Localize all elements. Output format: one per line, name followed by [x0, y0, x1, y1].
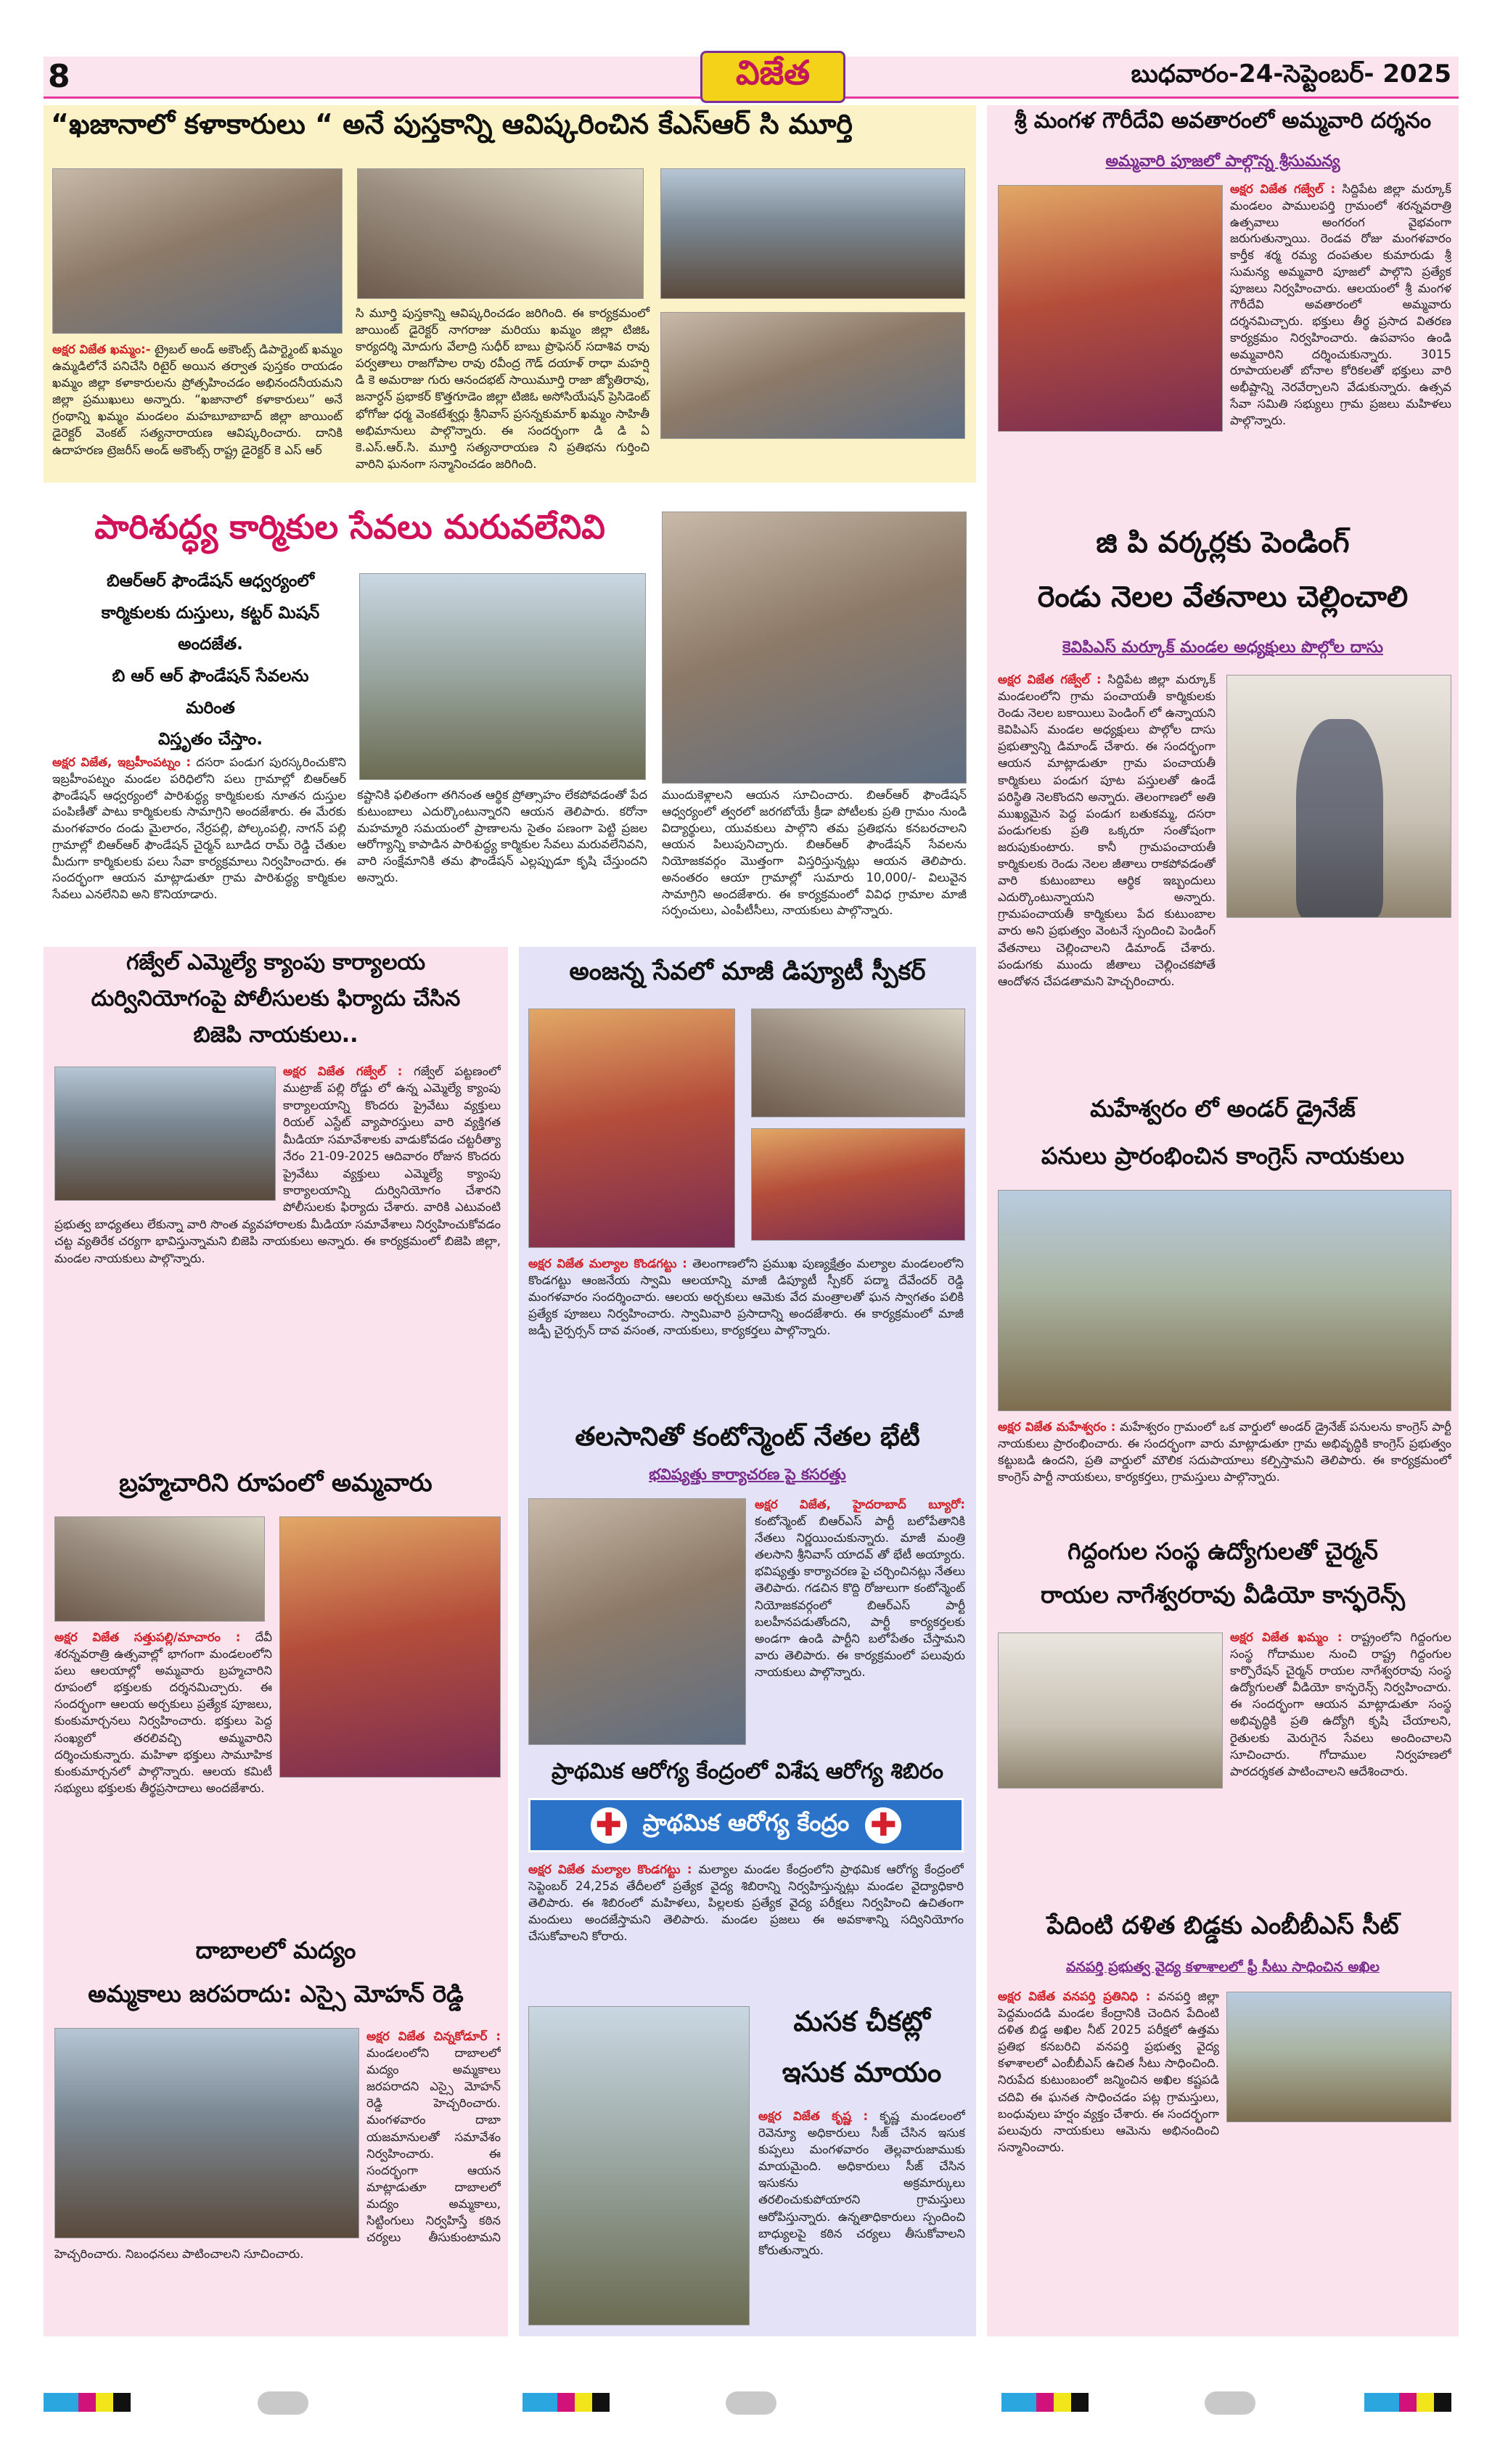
maheshwaram-byline: అక్షర విజేత మహేశ్వరం :	[998, 1420, 1116, 1434]
footer-oval-2	[726, 2391, 776, 2415]
anjanna-photo-3	[751, 1128, 965, 1241]
isuka-byline: అక్షర విజేత కృష్ణ :	[758, 2109, 869, 2123]
maheshwaram-headline-2: పనులు ప్రారంభించిన కాంగ్రెస్ నాయకులు	[1041, 1142, 1405, 1170]
color-swatch	[592, 2393, 610, 2412]
talasani-text: కంటోన్మెంట్ బిఆర్ఎస్ పార్టీ బలోపేతానికి నేతలు నిర్ణయించుకున్నారు. మాజీ మంత్రి తలసాని శ్రీనివాస్ యాదవ్ తో భేటీ అయ్యారు. భవిష్యత్తు కార్యాచరణ పై చర్చించినట్లు నేతలు తెలిపారు. గడచిన కొద్ది రోజులుగా కంటోన్మెంట్ నియోజకవర్గంలో బిఆర్ఎస్ పార్టీ బలహీనపడుతోందని, పార్టీ కార్యకర్తలకు అండగా ఉండి పార్టీని బలోపేతం చేస్తామని వారు తెలిపారు. ఈ కార్యక్రమంలో పలువురు నాయకులు పాల్గొన్నారు.	[755, 1514, 965, 1679]
anjanna-photo-2	[751, 1009, 965, 1117]
anjanna-photo-1	[528, 1009, 735, 1248]
registration-mark-4	[1364, 2393, 1451, 2412]
talasani-photo	[528, 1498, 746, 1745]
brahmacharini-body	[54, 1629, 272, 1919]
dhabalu-headline-1: దాబాలలో మద్యం	[195, 1937, 356, 1964]
khajana-body-left	[52, 341, 343, 459]
brahmacharini-headline: బ్రహ్మచారిని రూపంలో అమ్మవారు	[119, 1469, 433, 1498]
khajana-photo-4	[660, 312, 965, 439]
gpworkers-headline-1: జి పి వర్కర్లకు పెండింగ్	[1096, 526, 1350, 559]
anjanna-text: తెలంగాణలోని ప్రముఖ పుణ్యక్షేత్రం మల్యాల మండలంలోని కొండగట్టు ఆంజనేయ స్వామి ఆలయాన్ని మాజీ డిప్యూటీ స్పీకర్ పద్మా దేవేందర్ రెడ్డి మంగళవారం సందర్శించారు. ఆలయ అర్చకులు ఆమెకు వేద మంత్రాలతో ఘన స్వాగతం పలికి ప్రత్యేక పూజలు నిర్వహించారు. స్వామివారి ప్రసాదాన్ని అందజేశారు. ఈ కార్యక్రమంలో మాజీ జడ్పీ చైర్పర్సన్ దావ వసంత, నాయకులు, కార్యకర్తలు పాల్గొన్నారు.	[528, 1257, 964, 1338]
parishudhya-byline: అక్షర విజేత, ఇబ్రహీంపట్నం :	[52, 755, 191, 769]
khajana-body-right: సి మూర్తి పుస్తకాన్ని ఆవిష్కరించడం జరిగింది. ఈ కార్యక్రమంలో జాయింట్ డైరెక్టర్ నాగరాజు మరియు ఖమ్మం జిల్లా టిజిఓ కార్యదర్శి మోదుగు వేలాద్రి సుధీర్ బాబు ప్రొఫెసర్ సదాశివ రావు పర్వతాలు రాజగోపాల రావు రవీంద్ర గౌడ్ దయాళ్ రాధా మహర్షి డి కె అమరాజు గురు ఆనందభట్ సాయిమూర్తి రాజా జ్యోతిరావు, జనార్ధన్ ప్రభాకర్ కొత్తగూడెం జిల్లా టిజిఓ అసోసియేషన్ ప్రెసిడెంట్ భోగోజు ధర్మ వెంకటేశ్వర్లు శ్రీనివాస్ ప్రసన్నకుమార్ ఖమ్మం సాహితీ అభిమానులు పాల్గొన్నారు. ఈ సందర్భంగా డి డి ఏ కె.ఎస్.ఆర్.సి. మూర్తి సత్యనారాయణ ని ప్రతిభను గుర్తించి వారిని ఘనంగా సన్మానించడం జరిగింది.	[356, 306, 649, 471]
talasani-headline: తలసానితో కంటోన్మెంట్ నేతల భేటీ	[575, 1422, 920, 1452]
dhabalu-text: మండలంలోని దాబాలలో మద్యం అమ్మకాలు జరపరాదని ఎస్సై మోహన్ రెడ్డి హెచ్చరించారు. మంగళవారం దాబా యజమానులతో సమావేశం నిర్వహించారు. ఈ సందర్భంగా ఆయన మాట్లాడుతూ దాబాలలో మద్యం అమ్మకాలు, సిట్టింగులు నిర్వహిస్తే కఠిన చర్యలు తీసుకుంటామని హెచ్చరించారు. నిబంధనలు పాటించాలని సూచించారు.	[54, 2046, 501, 2262]
anjanna-byline: అక్షర విజేత మల్యాల కొండగట్టు :	[528, 1257, 687, 1270]
mbbs-headline: పేదింటి దళిత బిడ్డకు ఎంబీబీఎస్ సీట్	[1046, 1911, 1399, 1940]
color-swatch	[1399, 2393, 1417, 2412]
phc-text: మల్యాల మండల కేంద్రంలోని ప్రాథమిక ఆరోగ్య కేంద్రంలో సెప్టెంబర్ 24,25వ తేదీలలో ప్రత్యేక వైద్య శిబిరాన్ని నిర్వహిస్తున్నట్లు మండల వైద్యాధికారి తెలిపారు. ఈ శిబిరంలో మహిళలు, పిల్లలకు ప్రత్యేక వైద్య పరీక్షలు నిర్వహించి ఉచితంగా మందులు అందజేస్తామని తెలిపారు. మండల ప్రజలు ఈ అవకాశాన్ని సద్వినియోగం చేసుకోవాలని కోరారు.	[528, 1863, 964, 1944]
gidda-headline-2: రాయల నాగేశ్వరరావు వీడియో కాన్ఫరెన్స్	[1041, 1581, 1405, 1609]
gpworkers-headline-2: రెండు నెలల వేతనాలు చెల్లించాలి	[1037, 580, 1409, 614]
ammavaru-headline: శ్రీ మంగళ గౌరీదేవి అవతారంలో అమ్మవారి దర్శనం	[1014, 108, 1432, 134]
masthead-logo	[700, 51, 845, 103]
gidda-byline: అక్షర విజేత ఖమ్మం :	[1230, 1630, 1343, 1644]
color-swatch	[1434, 2393, 1451, 2412]
gajwel-headline-2: దుర్వినియోగంపై పోలీసులకు ఫిర్యాదు చేసిన	[91, 986, 461, 1011]
parishudhya-line-5: విస్తృతం చేస్తాం.	[158, 730, 263, 750]
parishudhya-line-2: కార్మికులకు దుస్తులు, కట్టర్ మిషన్	[101, 603, 320, 623]
phc-body	[528, 1861, 964, 1992]
dhabalu-body	[54, 2028, 501, 2325]
phc-sign-text: ప్రాథమిక ఆరోగ్య కేంద్రం	[642, 1808, 850, 1836]
color-swatch	[113, 2393, 131, 2412]
gidda-headline-1: గిద్దంగుల సంస్థ ఉద్యోగులతో చైర్మన్	[1067, 1537, 1378, 1565]
gpworkers-text: సిద్దిపేట జిల్లా మర్కూక్ మండలంలోని గ్రామ పంచాయతీ కార్మికులకు రెండు నెలల బకాయిలు పెండింగ్ లో ఉన్నాయని కెవిపిఎస్ మండల అధ్యక్షులు పొల్గోల దాసు ప్రభుత్వాన్ని డిమాండ్ చేశారు. ఈ సందర్భంగా ఆయన మాట్లాడుతూ గ్రామ పంచాయతీ కార్మికులు పండుగ పూట పస్తులతో ఉండే పరిస్థితి నెలకొందని అన్నారు. తెలంగాణలో అతి ముఖ్యమైన పెద్ద పండుగ బతుకమ్మ, దసరా పండుగలకు ప్రతి ఒక్కరూ సంతోషంగా జరుపుకుంటారు. కానీ గ్రామపంచాయతీ కార్మికులకు రెండు నెలల జీతాలు రాకపోవడంతో వారి కుటుంబాలు ఆర్థిక ఇబ్బందులు ఎదుర్కొంటున్నాయని అన్నారు. గ్రామపంచాయతీ కార్మికులు పేద కుటుంబాల వారు అని ప్రభుత్వం వెంటనే స్పందించి పెండింగ్ వేతనాలు చెల్లించాలని డిమాండ్ చేశారు. పండుగకు ముందు జీతాలు చెల్లించకపోతే ఆందోళన చేపడతామని హెచ్చరించారు.	[998, 673, 1216, 988]
parishudhya-lines	[87, 566, 334, 756]
parishudhya-body-mid: కష్టానికి ఫలితంగా తగినంత ఆర్థిక ప్రోత్సాహం లేకపోవడంతో పేద కుటుంబాలు ఎదుర్కొంటున్నారని ఆయన తెలిపారు. కరోనా మహమ్మారి సమయంలో ప్రాణాలను సైతం పణంగా పెట్టి ప్రజల ఆరోగ్యాన్ని కాపాడిన పారిశుద్ధ్య కార్మికుల సేవలు మరువలేనివని, వారి సంక్షేమానికి తమ ఫౌండేషన్ ఎల్లప్పుడూ కృషి చేస్తుందని అన్నారు.	[357, 788, 647, 884]
khajana-photo-1	[52, 168, 343, 334]
mbbs-text: వనపర్తి జిల్లా పెద్దమందడి మండల కేంద్రానికి చెందిన పేదింటి దళిత బిడ్డ అఖిల నీట్ 2025 పరీక్షలో ఉత్తమ ప్రతిభ కనబరిచి వనపర్తి ప్రభుత్వ వైద్య కళాశాలలో ఎంబీబీఎస్ ఉచిత సీటు సాధించింది. నిరుపేద కుటుంబంలో జన్మించిన అఖిల కష్టపడి చదివి ఈ ఘనత సాధించడం పట్ల గ్రామస్తులు, బంధువులు హర్షం వ్యక్తం చేశారు. ఈ సందర్భంగా పలువురు నాయకులు ఆమెను అభినందించి సన్మానించారు.	[998, 1989, 1219, 2154]
parishudhya-line-4: బి ఆర్ ఆర్ ఫౌండేషన్ సేవలను మరింత	[112, 667, 309, 718]
isuka-headline-2: ఇసుక మాయం	[782, 2056, 942, 2088]
masthead-title: విజేత	[735, 53, 811, 92]
parishudhya-line-1: బిఆర్ఆర్ ఫౌండేషన్ ఆధ్వర్యంలో	[106, 572, 315, 591]
talasani-subhead: భవిష్యత్తు కార్యాచరణ పై కసరత్తు	[649, 1466, 846, 1483]
color-swatch	[1019, 2393, 1036, 2412]
color-swatch	[44, 2393, 61, 2412]
parishudhya-text-left: దసరా పండుగ పురస్కరించుకొని ఇబ్రహీంపట్నం మండల పరిధిలోని పలు గ్రామాల్లో బిఆర్ఆర్ ఫౌండేషన్ ఆధ్వర్యంలో పారిశుద్ధ్య కార్మికులకు నూతన దుస్తుల పంపిణీతో పాటు కార్మికులకు సామాగ్రిని అందజేశారు. ఈ మేరకు మంగళవారం దండు మైలారం, నేర్రపల్లి, పోల్కంపల్లి, నాగన్ పల్లి గ్రామాల్లో బిఆర్ఆర్ ఫౌండేషన్ చైర్మన్ బూడిద రామ్ రెడ్డి చేతుల మీదుగా కార్మికులకు పలు సేవా కార్యక్రమాలు నిర్వహించారు. ఈ సందర్భంగా ఆయన మాట్లాడుతూ గ్రామ పారిశుద్ధ్య కార్మికుల సేవలు ఎనలేనివి అని కొనియాడారు.	[52, 755, 346, 902]
khajana-photo-2	[357, 168, 644, 299]
gajwel-text: గజ్వేల్ పట్టణంలో ముట్రాజ్ పల్లి రోడ్డు లో ఉన్న ఎమ్మెల్యే క్యాంపు కార్యాలయాన్ని కొందరు ప్రైవేటు వ్యక్తులు రియల్ ఎస్టేట్ వ్యాపారస్తులు వారి వ్యక్తిగత మీడియా సమావేశాలకు వాడుకోవడం చట్టరీత్యా నేరం 21-09-2025 ఆదివారం రోజున కొందరు ప్రైవేటు వ్యక్తులు ఎమ్మెల్యే క్యాంపు కార్యాలయాన్ని దుర్వినియోగం చేశారని పోలీసులకు ఫిర్యాదు చేశారు. వారికి ఎటువంటి ప్రభుత్వ బాధ్యతలు లేకున్నా వారి సొంత వ్యవహారాలకు మీడియా సమావేశాలు నిర్వహించుకోవడం చట్ట వ్యతిరేక చర్యగా భావిస్తున్నామని బిజెపి నాయకులు అన్నారు. ఈ కార్యక్రమంలో బిజెపి జిల్లా, మండల నాయకులు పాల్గొన్నారు.	[54, 1064, 501, 1265]
parishudhya-photo-2	[662, 512, 967, 784]
red-cross-icon: ✚	[865, 1807, 901, 1844]
color-swatch	[96, 2393, 113, 2412]
footer-oval-3	[1205, 2391, 1255, 2415]
talasani-body	[755, 1496, 965, 1754]
khajana-headline: “ఖజానాలో కళాకారులు “ అనే పుస్తకాన్ని ఆవిష్కరించిన కేఎస్ఆర్ సి మూర్తి	[51, 108, 853, 140]
header-date: బుధవారం-24-సెప్టెంబర్- 2025	[1131, 59, 1451, 89]
gpworkers-byline: అక్షర విజేత గజ్వేల్ :	[998, 673, 1102, 686]
registration-mark-1	[44, 2393, 131, 2412]
gpworkers-body	[998, 671, 1216, 1092]
red-cross-icon: ✚	[591, 1807, 627, 1844]
gajwel-body	[54, 1063, 501, 1458]
ammavaru-photo	[998, 185, 1223, 432]
brahmacharini-photo-1	[54, 1516, 265, 1622]
dhabalu-byline: అక్షర విజేత చిన్నకోడూర్ :	[366, 2029, 501, 2043]
color-swatch	[1036, 2393, 1054, 2412]
registration-mark-3	[1001, 2393, 1089, 2412]
parishudhya-body-right: ముందుకెళ్లాలని ఆయన సూచించారు. బిఆర్ఆర్ ఫౌండేషన్ ఆధ్వర్యంలో త్వరలో జరగబోయే క్రీడా పోటీలకు ప్రతి గ్రామం నుండి విద్యార్థులు, యువకులు పాల్గొని తమ ప్రతిభను కనబరచాలని ఆయన పిలుపునిచ్చారు. బిఆర్ఆర్ ఫౌండేషన్ సేవలను నియోజకవర్గం మొత్తంగా విస్తరిస్తున్నట్లు ఆయన తెలిపారు. అనంతరం ఆయా గ్రామాల్లో సుమారు 10,000/- విలువైన సామాగ్రిని అందజేశారు. ఈ కార్యక్రమంలో వివిధ గ్రామాల మాజీ సర్పంచులు, ఎంపీటీసీలు, నాయకులు పాల్గొన్నారు.	[662, 788, 967, 918]
khajana-text-left: ట్రైబల్ అండ్ అకౌంట్స్ డిపార్ట్మెంట్ ఖమ్మం ఉమ్మడిలోనే పనిచేసి రిటైర్ అయిన తర్వాత పుస్తకం రాయడం ఖమ్మం జిల్లా కళాకారులను ప్రోత్సహించడం అభినందనీయమని జిల్లా ప్రముఖులు అన్నారు. “ఖజానాలో కళాకారులు” అనే గ్రంథాన్ని ఖమ్మం మండలం మహబూబాబాద్ జిల్లా జాయింట్ డైరెక్టర్ వెంకట్ సత్యనారాయణ ఆవిష్కరించారు. దానికి ఉదాహరణ ట్రెజరీస్ అండ్ అకౌంట్స్ రాష్ట్ర డైరెక్టర్ కె ఎస్ ఆర్	[52, 342, 343, 457]
phc-sign	[528, 1798, 964, 1852]
dhabalu-headline-2: అమ్మకాలు జరపరాదు: ఎస్సై మోహన్ రెడ్డి	[88, 1980, 464, 2008]
color-swatch	[522, 2393, 540, 2412]
color-swatch	[1001, 2393, 1019, 2412]
color-swatch	[1071, 2393, 1089, 2412]
maheshwaram-headline-1: మహేశ్వరం లో అండర్ డ్రైనేజ్	[1090, 1095, 1356, 1122]
footer-oval-1	[258, 2391, 308, 2415]
color-swatch	[540, 2393, 557, 2412]
registration-mark-2	[522, 2393, 610, 2412]
mbbs-byline: అక్షర విజేత వనపర్తి ప్రతినిధి :	[998, 1989, 1151, 2003]
talasani-byline: అక్షర విజేత, హైదరాబాద్ బ్యూరో:	[755, 1498, 965, 1511]
isuka-text: కృష్ణ మండలంలో రెవెన్యూ అధికారులు సీజ్ చేసిన ఇసుక కుప్పలు మంగళవారం తెల్లవారుజాముకు మాయమైంది. అధికారులు సీజ్ చేసిన ఇసుకను అక్రమార్కులు తరలించుకుపోయారని గ్రామస్తులు ఆరోపిస్తున్నారు. ఉన్నతాధికారులు స్పందించి బాధ్యులపై కఠిన చర్యలు తీసుకోవాలని కోరుతున్నారు.	[758, 2109, 965, 2257]
gpworkers-subhead: కెవిపిఎస్ మర్కూక్ మండల అధ్యక్షులు పొల్గోల దాసు	[1062, 638, 1383, 657]
parishudhya-body-left	[52, 755, 346, 940]
mbbs-subhead: వనపర్తి ప్రభుత్వ వైద్య కళాశాలలో ఫ్రీ సీటు సాధించిన అఖిల	[1066, 1959, 1380, 1975]
color-swatch	[78, 2393, 96, 2412]
phc-headline: ప్రాథమిక ఆరోగ్య కేంద్రంలో విశేష ఆరోగ్య శిబిరం	[552, 1759, 943, 1784]
color-swatch	[1417, 2393, 1434, 2412]
brahmacharini-text: దేవీ శరన్నవరాత్రి ఉత్సవాల్లో భాగంగా మండలంలోని పలు ఆలయాల్లో అమ్మవారు బ్రహ్మచారిని రూపంలో భక్తులకు దర్శనమిచ్చారు. ఈ సందర్భంగా ఆలయ అర్చకులు ప్రత్యేక పూజలు, కుంకుమార్చనలు నిర్వహించారు. భక్తులు పెద్ద సంఖ్యలో తరలివచ్చి అమ్మవారిని దర్శించుకున్నారు. మహిళా భక్తులు సామూహిక కుంకుమార్చనలో పాల్గొన్నారు. ఆలయ కమిటీ సభ్యులు భక్తులకు తీర్థప్రసాదాలు అందజేశారు.	[54, 1630, 272, 1795]
ammavaru-text: సిద్దిపేట జిల్లా మర్కూక్ మండలం పాములపర్తి గ్రామంలో శరన్నవరాత్రి ఉత్సవాలు అంగరంగ వైభవంగా జరుగుతున్నాయి. రెండవ రోజు మంగళవారం కార్తీక శర్మ రమ్య దంపతుల కుమారుడు శ్రీ సుమన్య అమ్మవారి పూజలో పాల్గొని ప్రత్యేక పూజలు నిర్వహించారు. ఆలయంలో శ్రీ మంగళ గౌరీదేవి అవతారంలో అమ్మవారు దర్శనమిచ్చారు. భక్తులు తీర్థ ప్రసాద వితరణ కార్యక్రమం నిర్వహించారు. ఉపవాసం ఉండి అమ్మవారిని దర్శించుకున్నారు. 3015 రూపాయలతో బోనాల కోరికలతో భక్తులు వారి అభీష్టాన్ని నెరవేర్చాలని వేడుకున్నారు. ఉత్సవ సేవా సమితి సభ్యులు గ్రామ ప్రజలు మహిళలు పాల్గొన్నారు.	[1230, 182, 1451, 427]
gidda-body	[998, 1629, 1451, 1897]
brahmacharini-photo-2	[279, 1516, 501, 1778]
isuka-headline-1: మసక చీకట్లో	[793, 2005, 930, 2037]
color-swatch	[61, 2393, 78, 2412]
isuka-body	[758, 2108, 965, 2325]
page-number: 8	[48, 58, 70, 95]
mbbs-body	[998, 1988, 1451, 2329]
maheshwaram-body	[998, 1418, 1451, 1524]
gajwel-byline: అక్షర విజేత గజ్వేల్ :	[283, 1064, 403, 1078]
brahmacharini-byline: అక్షర విజేత సత్తుపల్లి/మాచారం :	[54, 1630, 241, 1644]
maheshwaram-text: మహేశ్వరం గ్రామంలో ఒక వార్డులో అండర్ డ్రైనేజ్ పనులను కాంగ్రెస్ పార్టీ నాయకులు ప్రారంభించారు. ఈ సందర్భంగా వారు మాట్లాడుతూ గ్రామ అభివృద్ధికి కాంగ్రెస్ ప్రభుత్వం కట్టుబడి ఉందని, ప్రతి వార్డులో మౌలిక సదుపాయాలు కల్పిస్తామని తెలిపారు. ఈ కార్యక్రమంలో కాంగ్రెస్ పార్టీ నాయకులు, కార్యకర్తలు, గ్రామస్తులు పాల్గొన్నారు.	[998, 1420, 1451, 1484]
parishudhya-headline: పారిశుద్ధ్య కార్మికుల సేవలు మరువలేనివి	[94, 507, 605, 546]
color-swatch	[575, 2393, 592, 2412]
gpworkers-portrait	[1226, 675, 1451, 918]
color-swatch	[557, 2393, 575, 2412]
phc-byline: అక్షర విజేత మల్యాల కొండగట్టు :	[528, 1863, 692, 1876]
gidda-text: రాష్ట్రంలోని గిద్దంగుల సంస్థ గోదాముల నుంచి రాష్ట్ర గిద్దంగుల కార్పొరేషన్ చైర్మన్ రాయల నాగేశ్వరరావు సంస్థ ఉద్యోగులతో వీడియో కాన్ఫరెన్స్ నిర్వహించారు. ఈ సందర్భంగా ఆయన మాట్లాడుతూ సంస్థ అభివృద్ధికి ప్రతి ఉద్యోగి కృషి చేయాలని, రైతులకు మెరుగైన సేవలు అందించాలని సూచించారు. గోదాముల నిర్వహణలో పారదర్శకత పాటించాలని ఆదేశించారు.	[1230, 1630, 1451, 1778]
isuka-photo	[528, 2006, 750, 2325]
gajwel-headline-1: గజ్వేల్ ఎమ్మెల్యే క్యాంపు కార్యాలయ	[126, 950, 426, 975]
color-swatch	[1054, 2393, 1071, 2412]
ammavaru-byline: అక్షర విజేత గజ్వేల్ :	[1230, 182, 1336, 196]
color-swatch	[1364, 2393, 1382, 2412]
anjanna-headline: అంజన్న సేవలో మాజీ డిప్యూటీ స్పీకర్	[569, 957, 926, 986]
ammavaru-subhead: అమ్మవారి పూజలో పాల్గొన్న శ్రీసుమన్య	[1105, 152, 1340, 171]
ammavaru-body	[1230, 181, 1451, 432]
color-swatch	[1382, 2393, 1399, 2412]
khajana-byline: అక్షర విజేత ఖమ్మం:-	[52, 342, 151, 356]
maheshwaram-photo	[998, 1190, 1451, 1411]
gajwel-headline-3: బిజెపి నాయకులు..	[193, 1022, 358, 1048]
parishudhya-photo-1	[359, 573, 646, 780]
parishudhya-line-3: అందజేత.	[178, 635, 243, 654]
khajana-photo-3	[660, 168, 965, 299]
anjanna-body	[528, 1255, 964, 1411]
